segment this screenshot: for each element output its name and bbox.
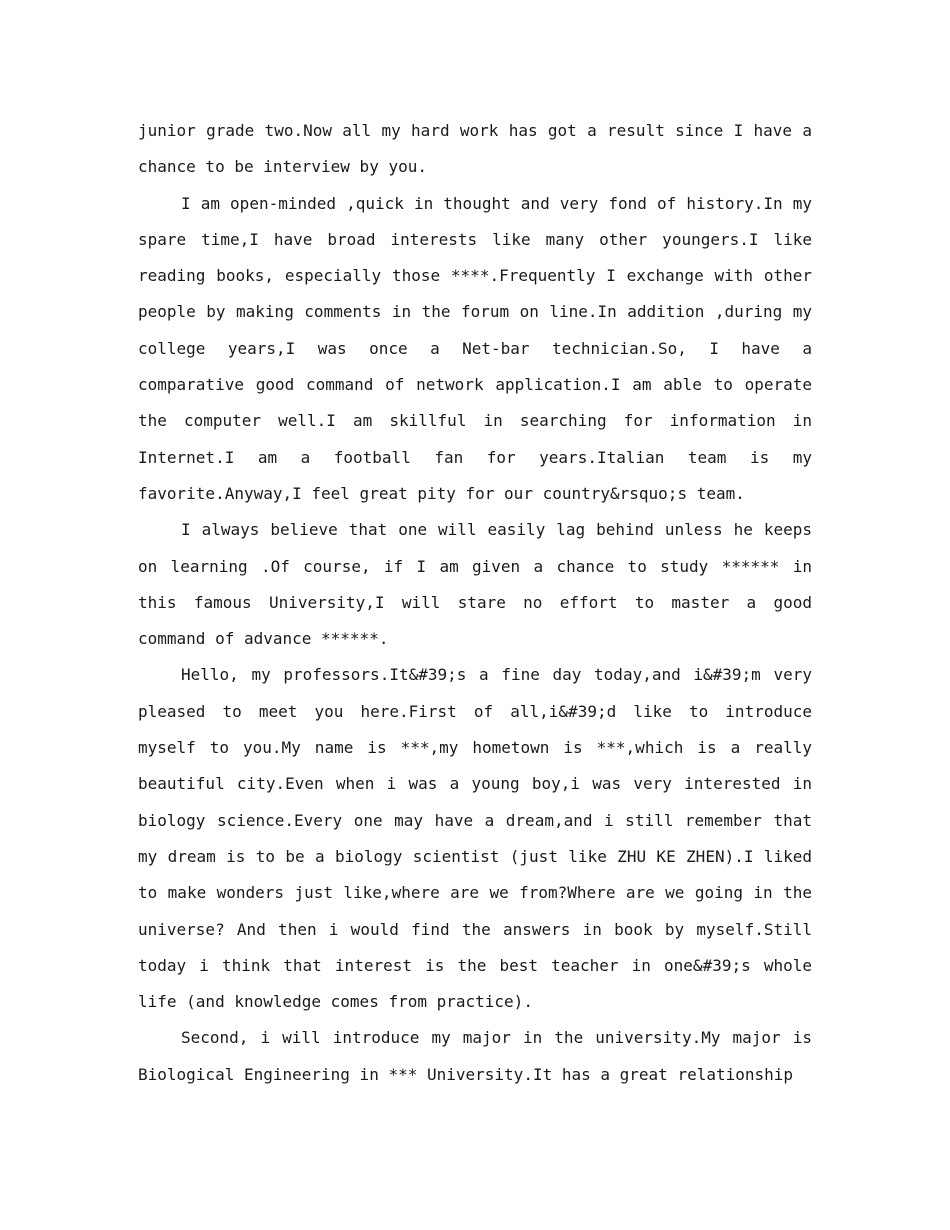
paragraph-personality: I am open-minded ,quick in thought and very fond of history.In my spare time,I have broad interests like many other youngers.I like reading books, especially those ****.Frequently I exchange with other people by making comments in the forum on line.In addition ,during my college years,I was once a Net-bar technician.So, I have a comparative good command of network application.I am able to operate the computer well.I am skillful in searching for information in Internet.I am a football fan for years.Italian team is my favorite.Anyway,I feel great pity for our country&rsquo;s team.	[138, 193, 812, 503]
paragraph-continuation: junior grade two.Now all my hard work has got a result since I have a chance to be interview by you.	[138, 121, 812, 177]
paragraph-major: Second, i will introduce my major in the university.My major is Biological Engineering in *** University.It has a great relationship	[138, 1028, 812, 1084]
document-body	[138, 113, 812, 1093]
paragraph-learning: I always believe that one will easily lag behind unless he keeps on learning .Of course, if I am given a chance to study ****** in this famous University,I will stare no effort to master a good command of advance ******.	[138, 520, 812, 649]
paragraph-introduction: Hello, my professors.It&#39;s a fine day today,and i&#39;m very pleased to meet you here.First of all,i&#39;d like to introduce myself to you.My name is ***,my hometown is ***,which is a really beautiful city.Even when i was a young boy,i was very interested in biology science.Every one may have a dream,and i still remember that my dream is to be a biology scientist (just like ZHU KE ZHEN).I liked to make wonders just like,where are we from?Where are we going in the universe? And then i would find the answers in book by myself.Still today i think that interest is the best teacher in one&#39;s whole life (and knowledge comes from practice).	[138, 665, 812, 1012]
